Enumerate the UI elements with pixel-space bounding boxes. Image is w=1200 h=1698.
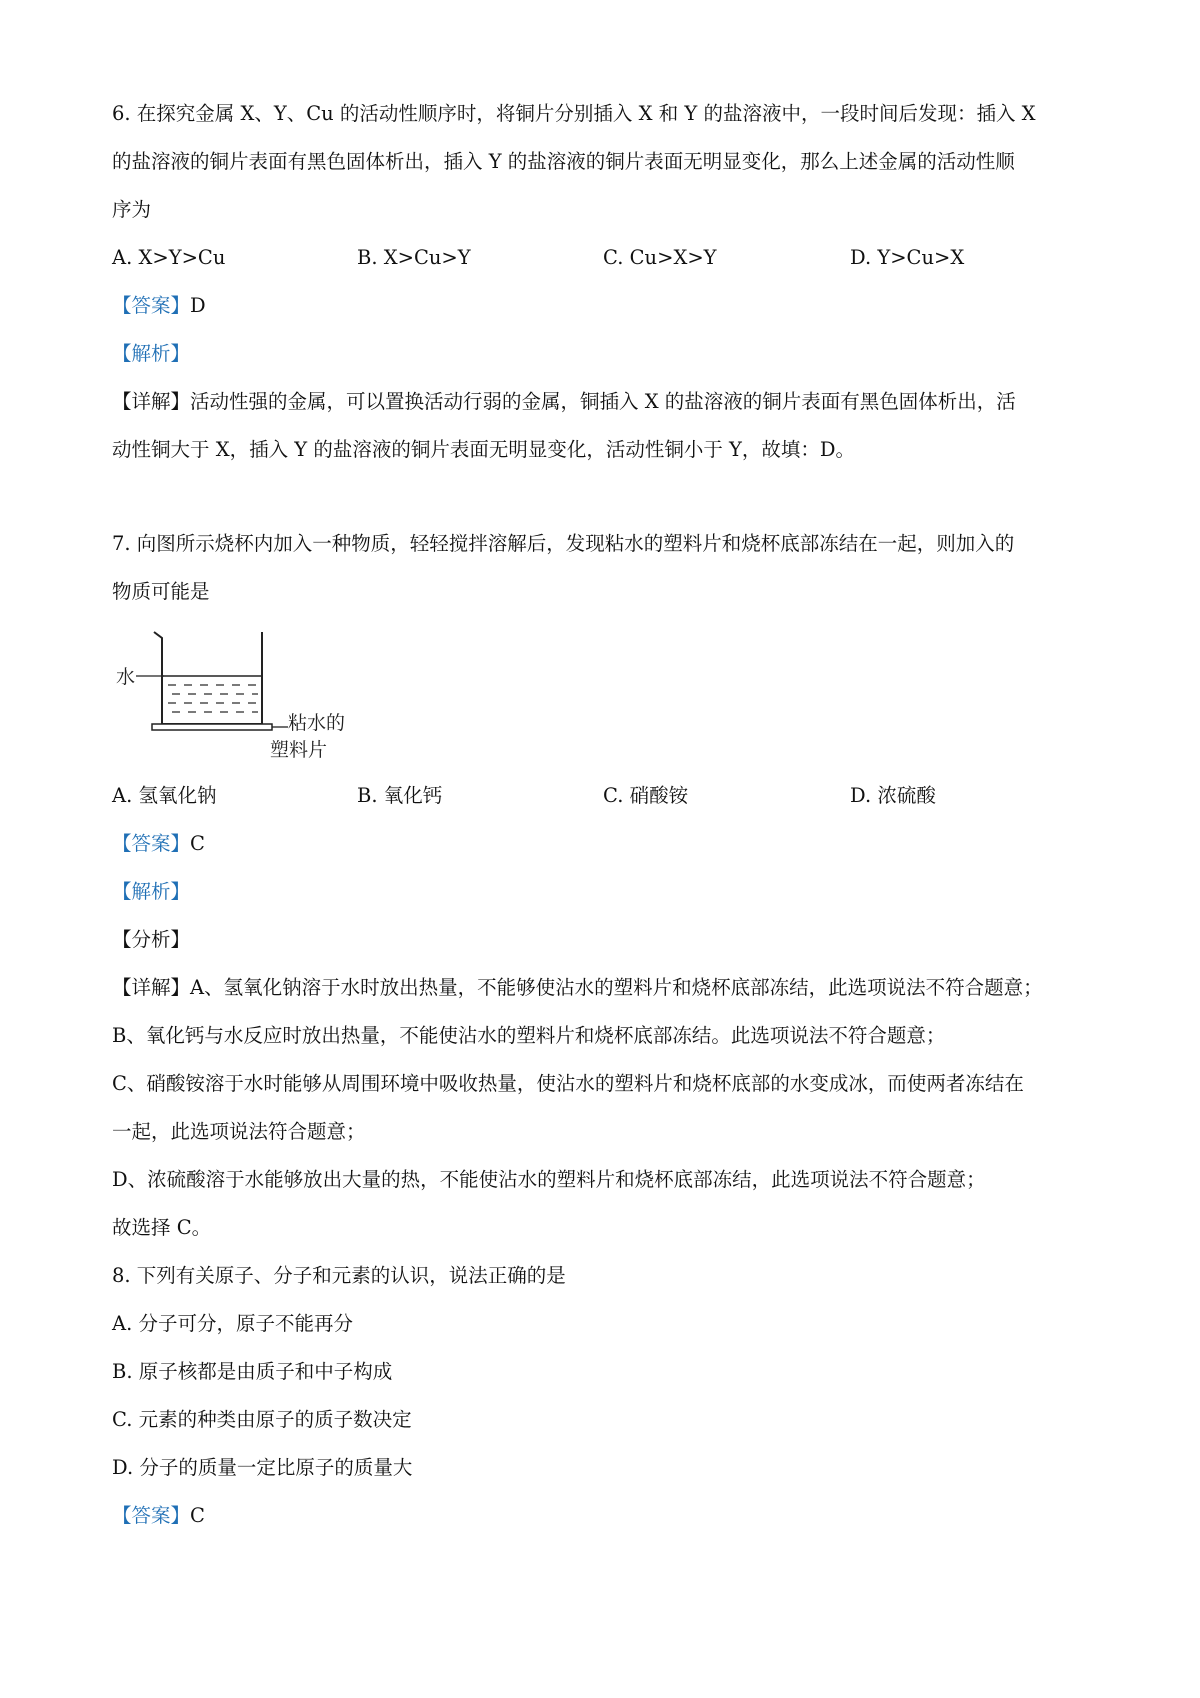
q8-option-a: A. 分子可分，原子不能再分 <box>112 1312 353 1335</box>
q6-option-b: B. X>Cu>Y <box>357 246 471 269</box>
q7-stem-line-2: 物质可能是 <box>112 580 210 603</box>
q7-stem-line-1: 7. 向图所示烧杯内加入一种物质，轻轻搅拌溶解后，发现粘水的塑料片和烧杯底部冻结在一起，则加入的 <box>112 532 1015 555</box>
q7-option-b: B. 氧化钙 <box>357 784 443 807</box>
q7-detail-tag: 【详解】 <box>112 976 191 999</box>
q8-option-d: D. 分子的质量一定比原子的质量大 <box>112 1456 413 1479</box>
q6-option-a: A. X>Y>Cu <box>112 246 226 269</box>
water-label: 水 <box>116 666 136 688</box>
q7-option-c: C. 硝酸铵 <box>603 784 689 807</box>
plate-label-line-1: 粘水的 <box>288 712 346 734</box>
q8-stem: 8. 下列有关原子、分子和元素的认识，说法正确的是 <box>112 1264 566 1287</box>
q7-detail-line-3: C、硝酸铵溶于水时能够从周围环境中吸收热量，使沾水的塑料片和烧杯底部的水变成冰，而使两者冻结在 <box>112 1072 1024 1095</box>
q6-detail-line-1 <box>112 388 1102 416</box>
water-dashes <box>168 685 258 712</box>
q7-detail-line-6: 故选择 C。 <box>112 1216 212 1239</box>
q6-answer-tag: 【答案】 <box>112 294 191 317</box>
q7-option-a: A. 氢氧化钠 <box>112 784 217 807</box>
q6-stem-line-2: 的盐溶液的铜片表面有黑色固体析出，插入 Y 的盐溶液的铜片表面无明显变化，那么上述金属的活动性顺 <box>112 150 1015 173</box>
q6-option-d: D. Y>Cu>X <box>850 246 965 269</box>
q7-detail-line-1 <box>112 974 1102 1002</box>
q8-option-c: C. 元素的种类由原子的质子数决定 <box>112 1408 412 1431</box>
q7-detail-line-5: D、浓硫酸溶于水能够放出大量的热，不能使沾水的塑料片和烧杯底部冻结，此选项说法不符合题意； <box>112 1168 986 1191</box>
q6-option-c: C. Cu>X>Y <box>603 246 717 269</box>
q7-analysis-tag: 【解析】 <box>112 880 191 903</box>
beaker-diagram <box>112 628 352 764</box>
plastic-plate <box>152 724 272 730</box>
q7-answer <box>112 830 1102 858</box>
q7-answer-value: C <box>190 832 205 855</box>
q8-option-b: B. 原子核都是由质子和中子构成 <box>112 1360 393 1383</box>
q7-detail-line-2: B、氧化钙与水反应时放出热量，不能使沾水的塑料片和烧杯底部冻结。此选项说法不符合题意； <box>112 1024 946 1047</box>
beaker-figure <box>112 628 352 768</box>
q8-answer-tag: 【答案】 <box>112 1504 191 1527</box>
q6-detail-tag: 【详解】 <box>112 390 191 413</box>
plate-label-line-2: 塑料片 <box>270 739 328 761</box>
q7-detail-line-4: 一起，此选项说法符合题意； <box>112 1120 366 1143</box>
q6-detail-text-1: 活动性强的金属，可以置换活动行弱的金属，铜插入 X 的盐溶液的铜片表面有黑色固体析出，活 <box>190 390 1016 413</box>
q8-answer-value: C <box>190 1504 205 1527</box>
q7-detail-text-1: A、氢氧化钠溶于水时放出热量，不能够使沾水的塑料片和烧杯底部冻结，此选项说法不符合题意； <box>190 976 1043 999</box>
q6-answer <box>112 292 1102 320</box>
q6-answer-value: D <box>190 294 206 317</box>
q6-analysis-tag: 【解析】 <box>112 342 191 365</box>
q7-answer-tag: 【答案】 <box>112 832 191 855</box>
q6-detail-line-2: 动性铜大于 X，插入 Y 的盐溶液的铜片表面无明显变化，活动性铜小于 Y，故填：D。 <box>112 438 856 461</box>
q6-stem-line-3: 序为 <box>112 198 152 221</box>
q8-answer <box>112 1502 1102 1530</box>
q7-fenxi-tag: 【分析】 <box>112 928 191 951</box>
q6-stem-line-1: 6. 在探究金属 X、Y、Cu 的活动性顺序时，将铜片分别插入 X 和 Y 的盐溶液中，一段时间后发现：插入 X <box>112 102 1036 125</box>
q7-option-d: D. 浓硫酸 <box>850 784 936 807</box>
beaker-outline <box>154 632 262 724</box>
